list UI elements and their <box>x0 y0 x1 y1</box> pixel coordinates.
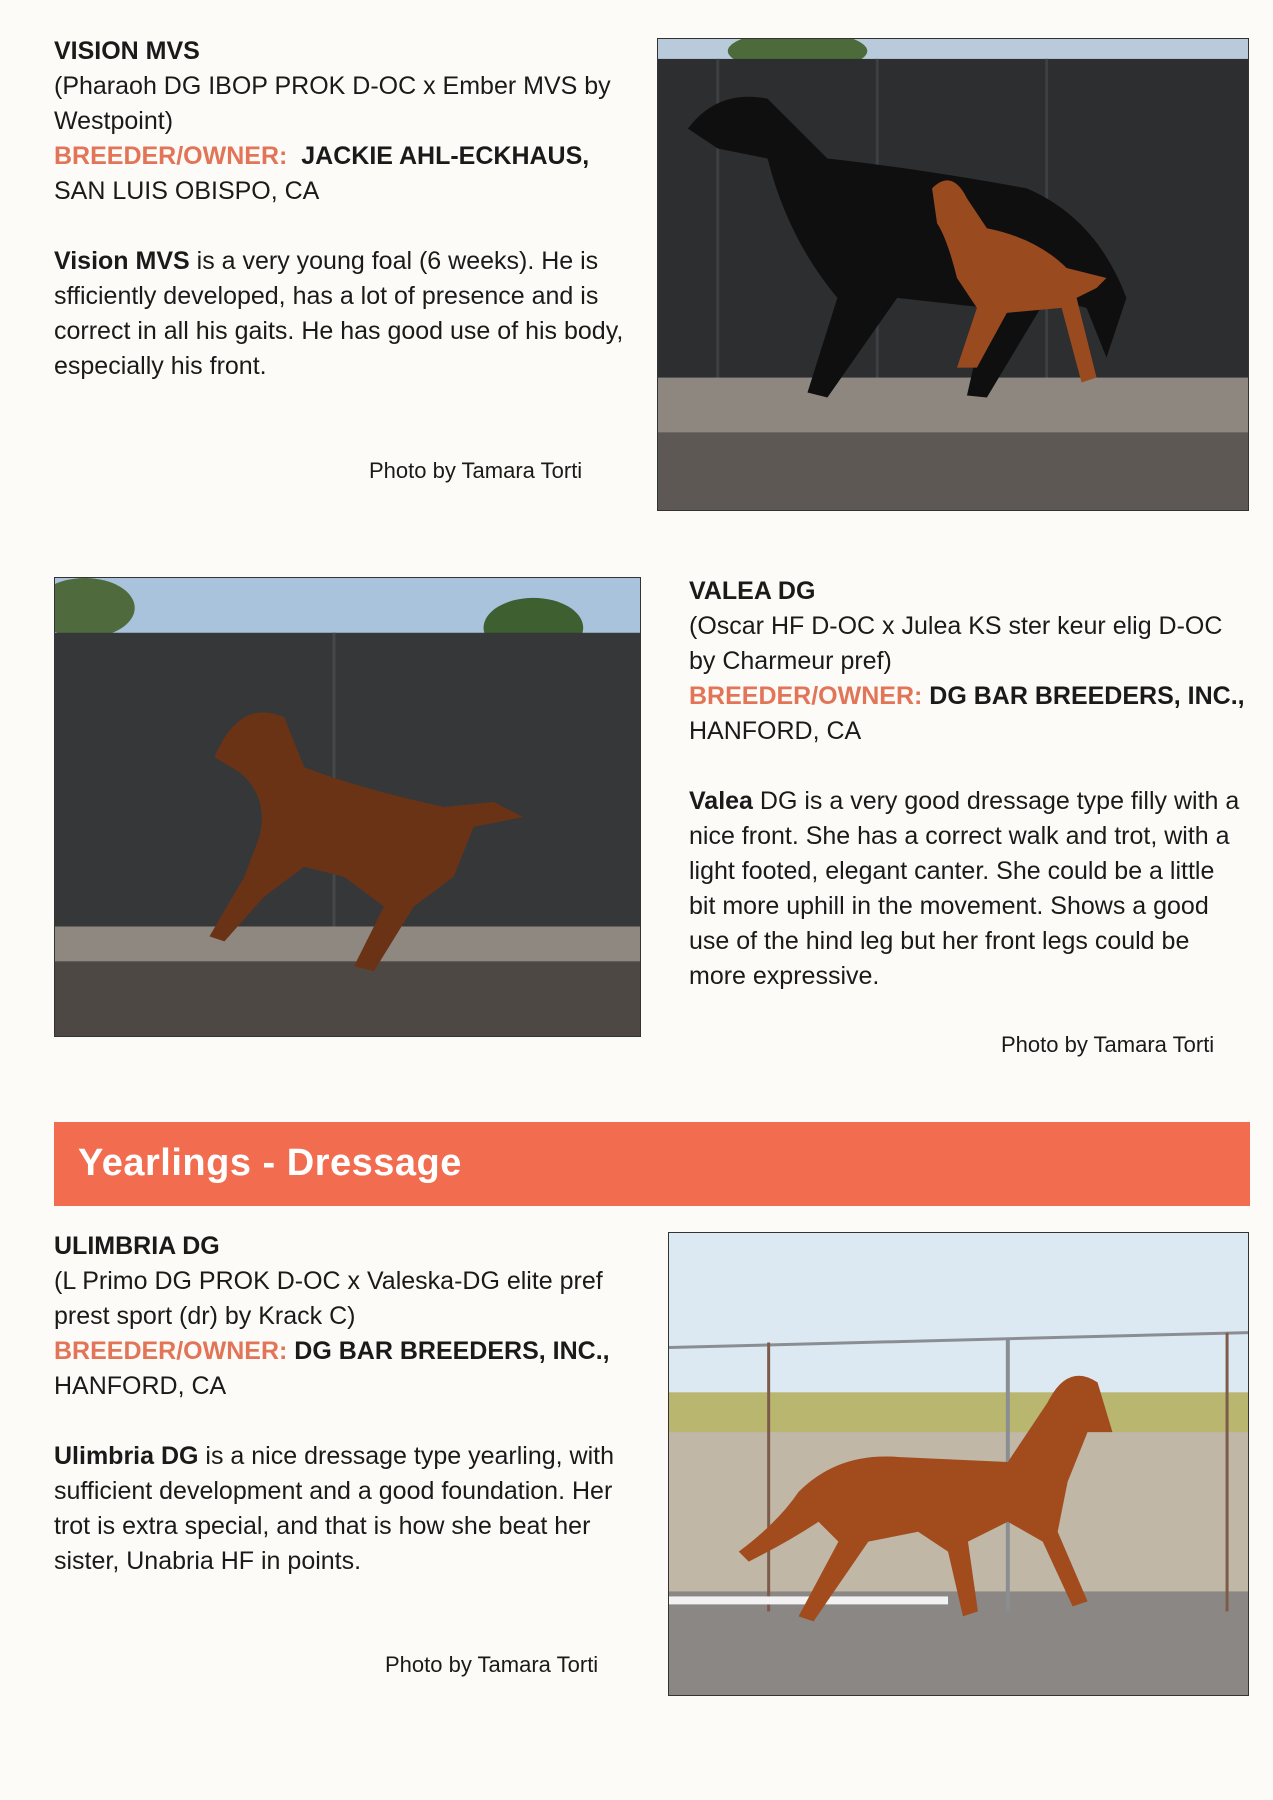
entry-valea-dg <box>689 574 1245 994</box>
entry-ulimbria-dg <box>54 1229 634 1579</box>
photo-credit: Photo by Tamara Torti <box>369 458 583 483</box>
owner-name: JACKIE AHL-ECKHAUS, <box>301 142 590 170</box>
horse-name: ULIMBRIA DG <box>54 1232 220 1260</box>
description-name: Valea <box>689 787 753 815</box>
horse-photo-illustration <box>55 578 640 1036</box>
breeder-owner-line <box>54 1334 634 1369</box>
photo-bay-foal-cantering <box>54 577 641 1037</box>
photo-credit: Photo by Tamara Torti <box>385 1652 599 1677</box>
description-name: Ulimbria DG <box>54 1442 199 1470</box>
pedigree: (Pharaoh DG IBOP PROK D-OC x Ember MVS by Westpoint) <box>54 72 611 135</box>
pedigree: (L Primo DG PROK D-OC x Valeska-DG elite pref prest sport (dr) by Krack C) <box>54 1267 603 1330</box>
description <box>54 244 624 384</box>
description <box>54 1439 634 1579</box>
location: SAN LUIS OBISPO, CA <box>54 177 320 205</box>
location: HANFORD, CA <box>54 1372 227 1400</box>
breeder-owner-line <box>689 679 1245 714</box>
section-title: Yearlings - Dressage <box>78 1142 462 1184</box>
horse-name: VALEA DG <box>689 577 816 605</box>
breeder-owner-label: BREEDER/OWNER: <box>689 682 923 710</box>
horse-photo-illustration <box>669 1233 1248 1695</box>
breeder-owner-label: BREEDER/OWNER: <box>54 1337 288 1365</box>
owner-name: DG BAR BREEDERS, INC., <box>294 1337 610 1365</box>
owner-name: DG BAR BREEDERS, INC., <box>929 682 1245 710</box>
pedigree: (Oscar HF D-OC x Julea KS ster keur elig D-OC by Charmeur pref) <box>689 612 1223 675</box>
photo-mare-and-foal <box>657 38 1249 511</box>
description-text: DG is a very good dressage type filly with a nice front. She has a correct walk and trot, with a light footed, elegant canter. She could be a little bit more uphill in the movement. Shows a good use of the hind leg but her front legs could be more expressive. <box>689 787 1240 990</box>
breeder-owner-label: BREEDER/OWNER: <box>54 142 288 170</box>
description-text: is a very young foal (6 weeks). He is sfficiently developed, has a lot of presence and is correct in all his gaits. He has good use of his body, especially his front. <box>54 247 624 380</box>
description <box>689 784 1245 994</box>
description-text: is a nice dressage type yearling, with sufficient development and a good foundation. Her trot is extra special, and that is how she beat her sister, Unabria HF in points. <box>54 1442 614 1575</box>
photo-credit: Photo by Tamara Torti <box>1001 1032 1215 1057</box>
horse-name: VISION MVS <box>54 37 200 65</box>
horse-photo-illustration <box>658 39 1248 510</box>
section-banner <box>54 1122 1250 1206</box>
description-name: Vision MVS <box>54 247 190 275</box>
breeder-owner-line <box>54 139 624 174</box>
photo-chestnut-yearling-trotting <box>668 1232 1249 1696</box>
location: HANFORD, CA <box>689 717 862 745</box>
entry-vision-mvs <box>54 34 624 384</box>
